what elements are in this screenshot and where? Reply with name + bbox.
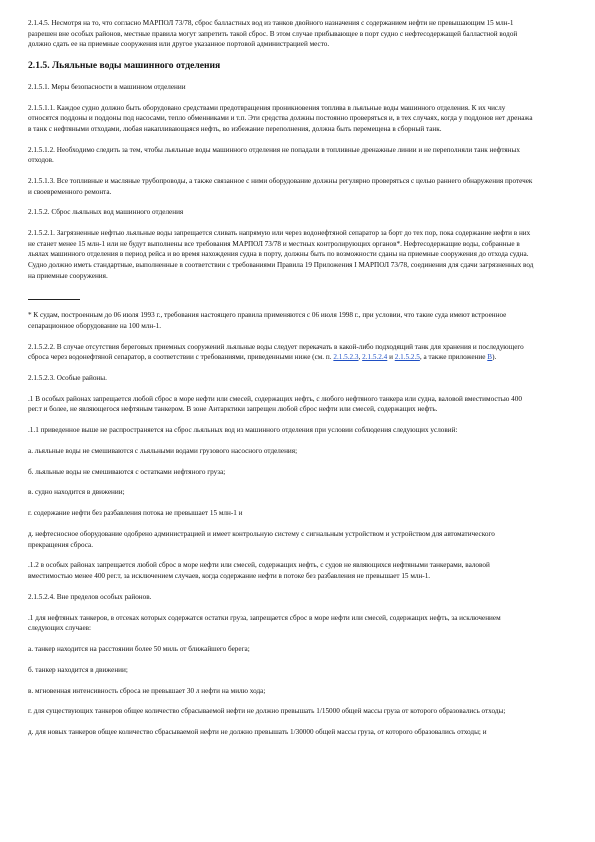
link-2-1-5-2-5[interactable]: 2.1.5.2.5 [394,353,420,362]
list-item-d: д. нефтесносное оборудование одобрено администрацией и имеет контрольную систему с сигнальным устройством и устройством для автоматического прекращения сброса. [28,530,495,549]
link-2-1-5-2-3[interactable]: 2.1.5.2.3 [333,353,359,362]
paragraph-text: , а также приложение [419,353,488,362]
footnote: * К судам, построенным до 06 июля 1993 г., требования настоящего правила применяются с 06 июля 1998 г., при условии, что такие суда имеют встроенное сепарационное оборудование на 100 млн-1. [28,311,507,330]
paragraph-clause-1: .1 В особых районах запрещается любой сброс в море нефти или смесей, содержащих нефть, с любого нефтяного танкера или судна, валовой вместимостью 400 рег.т и более, не являющегося нефтяным танкером. В зоне Антарктики запрещен любой сброс нефти или смесей, содержащих нефть. [28,394,522,414]
subheading-2-1-5-2-3: 2.1.5.2.3. Особые районы. [28,373,107,382]
separator-text: и [387,353,395,362]
footnote-separator [28,299,80,300]
list-item-a-2: а. танкер находится на расстоянии более 50 миль от ближайшего берега; [28,644,250,653]
list-item-v-2: в. мгновенная интенсивность сброса не превышает 30 л нефти на милю хода; [28,686,266,695]
subheading-2-1-5-1: 2.1.5.1. Меры безопасности в машинном отделении [28,82,186,91]
list-item-b-2: б. танкер находится в движении; [28,665,128,674]
section-heading-2-1-5: 2.1.5. Льяльные воды машинного отделения [28,59,221,71]
link-2-1-5-2-4[interactable]: 2.1.5.2.4 [362,353,388,362]
list-item-d-2: д. для новых танкеров общее количество сбрасываемой нефти не должно превышать 1/30000 общей массы груза, от которого образовались отходы; и [28,728,487,737]
list-item-g: г. содержание нефти без разбавления потока не превышает 15 млн-1 и [28,509,243,518]
paragraph-2-1-4-5: 2.1.4.5. Несмотря на то, что согласно МАРПОЛ 73/78, сброс балластных вод из танков двойного назначения с содержанием нефти не превышающим 15 млн-1 разрешен вне особых районов, местные правила могут запретить такой сброс. В этом случае прибывающее в порт судно с нефтесодержащей балластной водой должно сдать ее на приемные сооружения или другое указанное портовой администрацией место. [28,19,518,49]
paragraph-text: ). [492,353,497,362]
paragraph-2-1-5-2-2 [28,342,535,363]
list-item-g-2: г. для существующих танкеров общее количество сбрасываемой нефти не должно превышать 1/15000 общей массы груза от которого образовались отходы; [28,707,506,716]
paragraph-clause-1-tankers: .1 для нефтяных танкеров, в отсеках которых содержатся остатки груза, запрещается сброс в море нефти или смесей, содержащих нефть, за исключением следующих случаев: [28,613,501,633]
paragraph-clause-1-2: .1.2 в особых районах запрещается любой сброс в море нефти или смесей, содержащих нефть, с судов не являющихся нефтяными танкерами, валовой вместимостью менее 400 рег.т, за исключением случаев, когда содержание нефти в потоке без разбавления не превышает 15 млн-1. [28,561,490,580]
list-item-v: в. судно находится в движении; [28,488,125,497]
separator-text: , [358,353,363,362]
paragraph-2-1-5-1-2: 2.1.5.1.2. Необходимо следить за тем, чтобы льяльные воды машинного отделения не попадали в топливные дренажные линии и не переполняли танк нефтяных отходов. [28,145,520,165]
paragraph-2-1-5-1-3: 2.1.5.1.3. Все топливные и масляные трубопроводы, а также связанное с ними оборудование должны регулярно проверяться с целью раннего обнаружения протечек и своевременного ремонта. [28,177,533,196]
paragraph-clause-1-1: .1.1 приведенное выше не распространяется на сброс льяльных вод из машинного отделения при условии соблюдения следующих условий: [28,426,458,435]
subheading-2-1-5-2-4: 2.1.5.2.4. Вне пределов особых районов. [28,592,152,601]
paragraph-2-1-5-1-1: 2.1.5.1.1. Каждое судно должно быть оборудовано средствами предотвращения проникновения топлива в льяльные воды машинного отделения. К их числу относятся поддоны и поддоны под насосами, тепло обменниками и т.п. Эти средства должны постоянно проверяться и, в тех случаях, когда у поддонов нет дренажа в танк с нефтяными отходами, любая накапливающаяся нефть, во избежание переполнения, должна быть перемещена в сборный танк. [28,103,533,133]
paragraph-text: 2.1.5.2.2. В случае отсутствия береговых приемных сооружений льяльные воды следует перекачать в какой-либо подходящий танк для хранения и последующего сброса через водонефтяной сепаратор, в соответствии с требованиями, приведенными ниже (см. п. [28,342,524,362]
subheading-2-1-5-2: 2.1.5.2. Сброс льяльных вод машинного отделения [28,208,184,217]
paragraph-2-1-5-2-1: 2.1.5.2.1. Загрязненные нефтью льяльные воды запрещается сливать напрямую или через водонефтяной сепаратор за борт до тех пор, пока содержание нефти в них не станет менее 15 млн-1 или не будут выполнены все требования МАРПОЛ 73/78 и местных контролирующих органов*. Нефтесодержащие воды, собранные в льялах машинного отделения в период рейса и во время нахождения судна в порту, должны быть по возможности сданы на приемные сооружения до отхода судна. Судно должно иметь стандартные, выполненные в соответствии с требованиями Правила 19 Приложения I МАРПОЛ 73/78, соединения для сдачи загрязненных вод на приемные сооружения. [28,229,534,280]
link-appendix-v[interactable]: В [487,353,493,362]
list-item-b: б. льяльные воды не смешиваются с остатками нефтяного груза; [28,467,226,476]
list-item-a: а. льяльные воды не смешиваются с льяльными водами грузового насосного отделения; [28,446,298,455]
